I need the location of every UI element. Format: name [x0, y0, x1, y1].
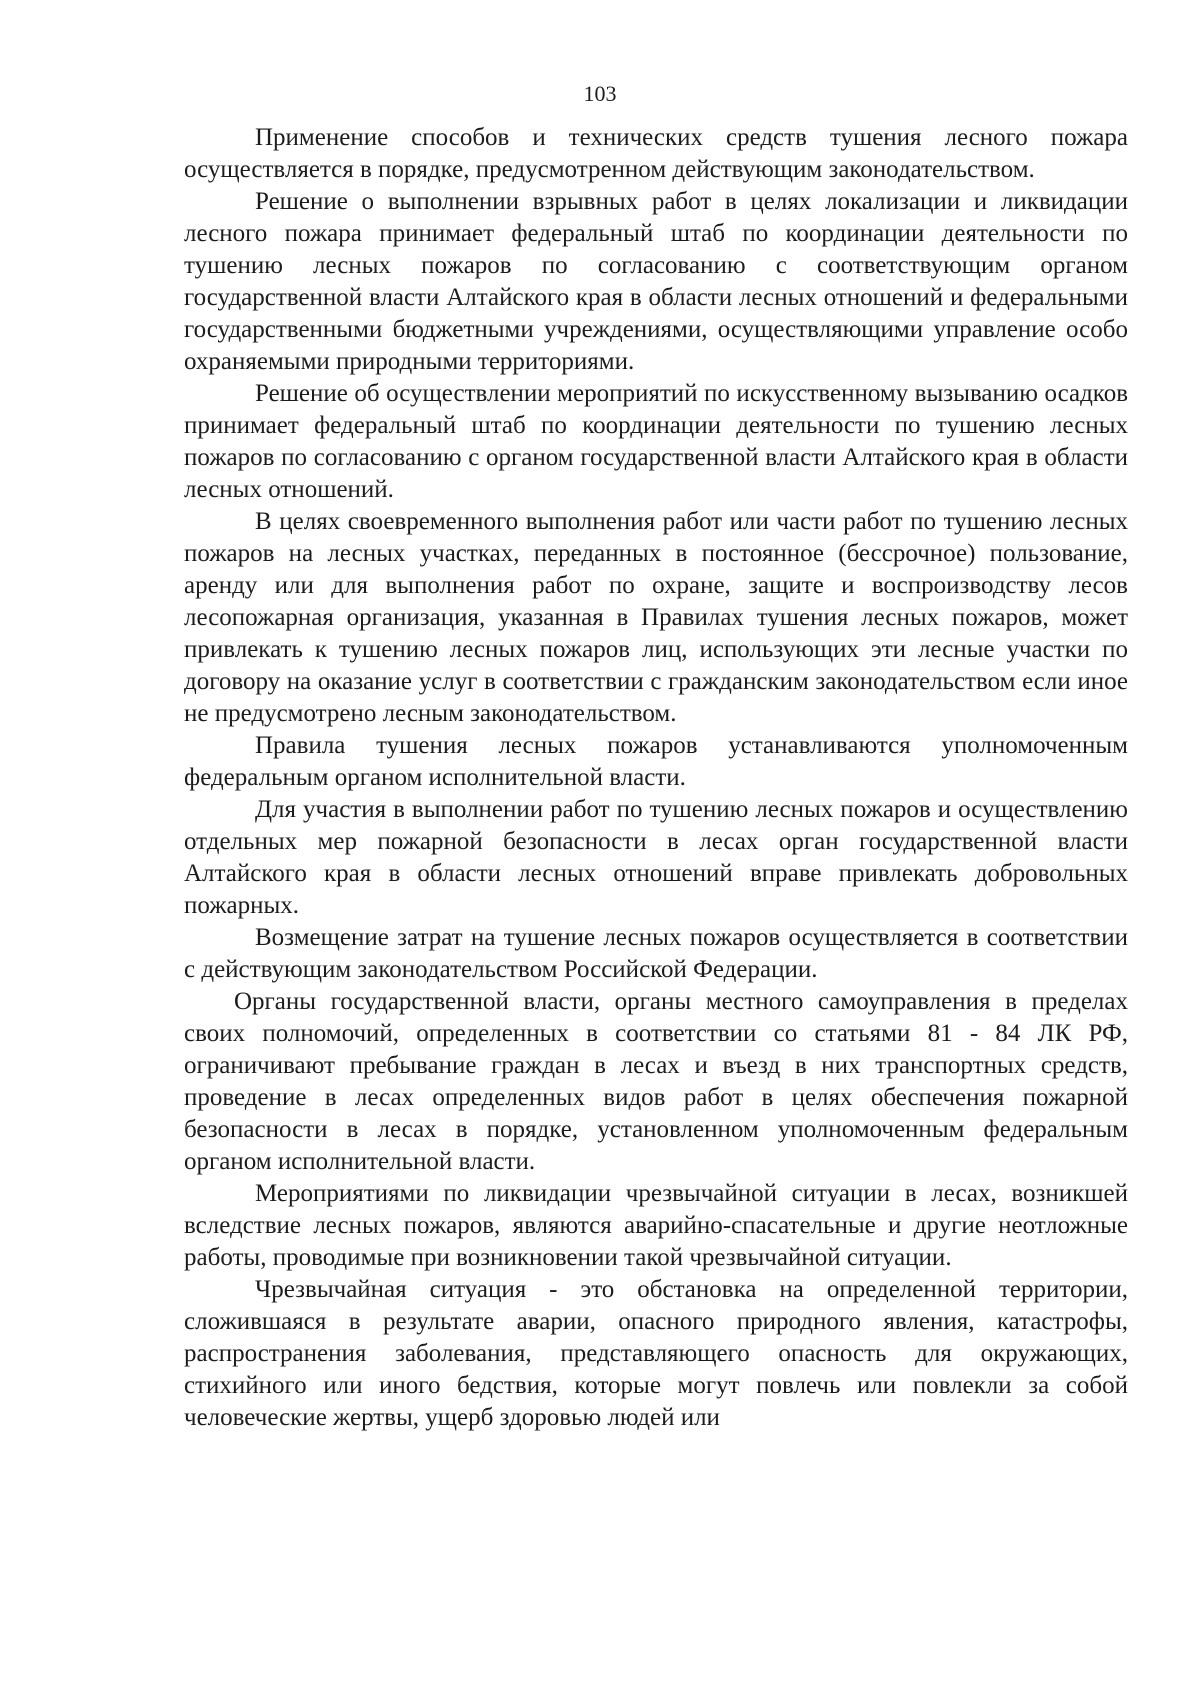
paragraph-timely-works: В целях своевременного выполнения работ или части работ по тушению лесных пожаров на лесных участках, переданных в постоянное (бессрочное) пользование, аренду или для выполнения работ по охране, защите и воспроизводству лесов лесопожарная организация, указанная в Правилах тушения лесных пожаров, может привлекать к тушению лесных пожаров лиц, использующих эти лесные участки по договору на оказание услуг в соответствии с гражданским законодательством если иное не предусмотрено лесным законодательством.	[184, 508, 1128, 727]
paragraph-volunteer-firefighters: Для участия в выполнении работ по тушению лесных пожаров и осуществлению отдельных мер пожарной безопасности в лесах орган государственной власти Алтайского края в области лесных отношений вправе привлекать добровольных пожарных.	[184, 796, 1128, 919]
paragraph-artificial-precipitation: Решение об осуществлении мероприятий по искусственному вызыванию осадков принимает федеральный штаб по координации деятельности по тушению лесных пожаров по согласованию с органом государственной власти Алтайского края в области лесных отношений.	[184, 380, 1128, 503]
paragraph-fire-suppression-methods: Применение способов и технических средств тушения лесного пожара осуществляется в порядке, предусмотренном действующим законодательством.	[184, 124, 1128, 183]
paragraph-emergency-definition: Чрезвычайная ситуация - это обстановка на определенной территории, сложившаяся в результате аварии, опасного природного явления, катастрофы, распространения заболевания, представляющего опасность для окружающих, стихийного или иного бедствия, которые могут повлечь или повлекли за собой человеческие жертвы, ущерб здоровью людей или	[184, 1276, 1128, 1431]
document-body	[184, 122, 1128, 1434]
paragraph-emergency-measures: Мероприятиями по ликвидации чрезвычайной ситуации в лесах, возникшей вследствие лесных пожаров, являются аварийно-спасательные и другие неотложные работы, проводимые при возникновении такой чрезвычайной ситуации.	[184, 1180, 1128, 1271]
page-number: 103	[583, 81, 617, 106]
paragraph-cost-reimbursement: Возмещение затрат на тушение лесных пожаров осуществляется в соответствии с действующим законодательством Российской Федерации.	[184, 924, 1128, 983]
paragraph-blasting-works: Решение о выполнении взрывных работ в целях локализации и ликвидации лесного пожара принимает федеральный штаб по координации деятельности по тушению лесных пожаров по согласованию с соответствующим органом государственной власти Алтайского края в области лесных отношений и федеральными государственными бюджетными учреждениями, осуществляющими управление особо охраняемыми природными территориями.	[184, 188, 1128, 375]
paragraph-access-restrictions: Органы государственной власти, органы местного самоуправления в пределах своих полномочий, определенных в соответствии со статьями 81 - 84 ЛК РФ, ограничивают пребывание граждан в лесах и въезд в них транспортных средств, проведение в лесах определенных видов работ в целях обеспечения пожарной безопасности в лесах в порядке, установленном уполномоченным федеральным органом исполнительной власти.	[184, 988, 1128, 1175]
paragraph-fire-rules: Правила тушения лесных пожаров устанавливаются уполномоченным федеральным органом исполнительной власти.	[184, 732, 1128, 791]
